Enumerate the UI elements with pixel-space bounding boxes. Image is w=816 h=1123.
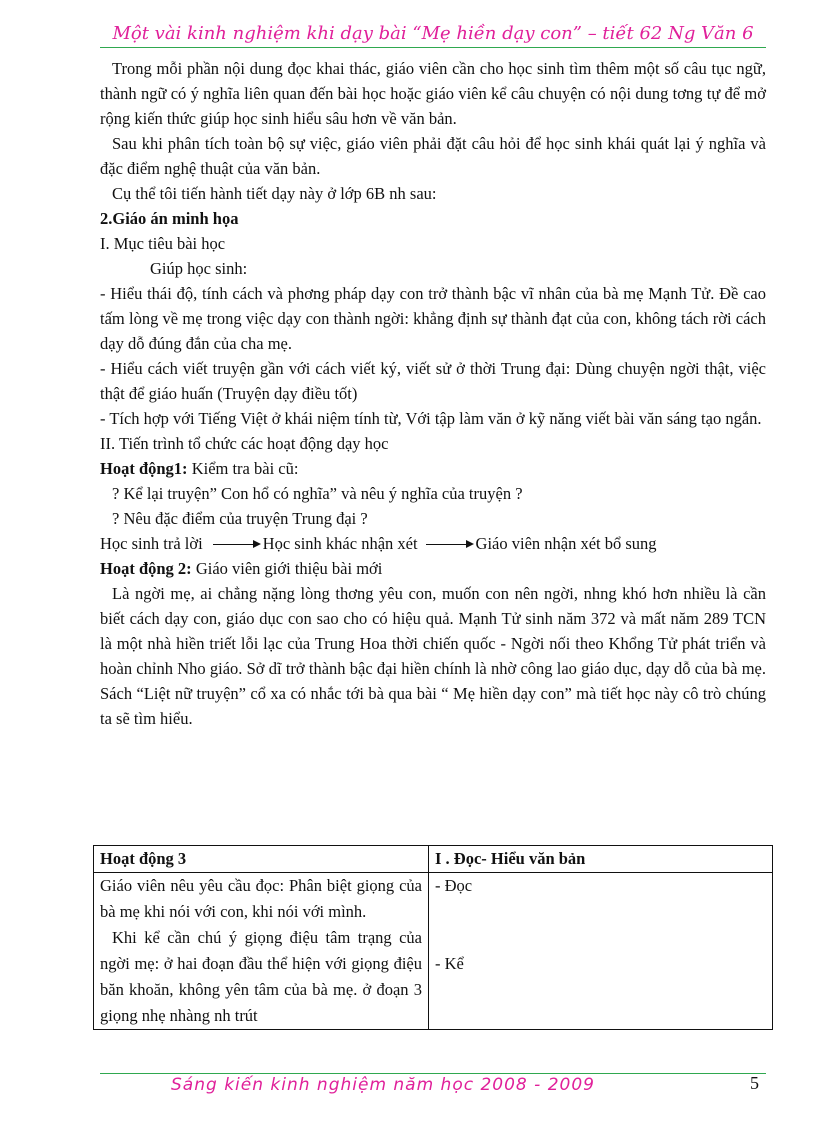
flow-step: Học sinh trả lời [100, 534, 203, 553]
cell-text: Khi kể cần chú ý giọng điệu tâm trạng của ngời mẹ: ở hai đoạn đầu thể hiện với giọng điệu băn khoăn, không yên tâm của bà mẹ. ở đoạn 3 giọng nhẹ nhàng nh trút [100, 928, 422, 1025]
activity-label: Hoạt động 2: [100, 559, 192, 578]
footer-rule [100, 1073, 766, 1074]
paragraph: Sau khi phân tích toàn bộ sự việc, giáo viên phải đặt câu hỏi để học sinh khái quát lại ý nghĩa và đặc điểm nghệ thuật của văn bản. [100, 134, 766, 178]
document-body [100, 56, 766, 731]
page-footer: Sáng kiến kinh nghiệm năm học 2008 - 2009 [171, 1075, 595, 1095]
activity-line [100, 456, 766, 481]
table-row [94, 873, 773, 1030]
arrow-right-icon [213, 539, 261, 549]
flow-step: Học sinh khác nhận xét [262, 534, 418, 553]
activity-label: Hoạt động1: [100, 459, 188, 478]
question: ? Kể lại truyện” Con hổ có nghĩa” và nêu ý nghĩa của truyện ? [112, 484, 523, 503]
bullet-item: - Tích hợp với Tiếng Việt ở khái niệm tính từ, Với tập làm văn ở kỹ năng viết bài văn sáng tạo ngắn. [100, 409, 762, 428]
cell-text: - Đọc [435, 876, 473, 895]
paragraph: Giúp học sinh: [150, 259, 248, 278]
arrow-right-icon [426, 539, 474, 549]
lesson-table [93, 845, 773, 1030]
page-header: Một vài kinh nghiệm khi dạy bài “Mẹ hiền dạy con” – tiết 62 Ng Văn 6 [112, 23, 754, 44]
cell-text: Giáo viên nêu yêu cầu đọc: Phân biệt giọng của bà mẹ khi nói với con, khi nói với mình. [100, 876, 422, 921]
table-header-cell: Hoạt động 3 [94, 846, 429, 873]
table-cell [429, 873, 773, 1030]
table-header-cell: I . Đọc- Hiểu văn bản [429, 846, 773, 873]
bullet-item: - Hiểu thái độ, tính cách và phơng pháp dạy con trở thành bậc vĩ nhân của bà mẹ Mạnh Tử. Đề cao tấm lòng về mẹ trong việc dạy con thành ngời: khẳng định sự thành đạt của con, không tách rời cách dạy dỗ đúng đắn của cha mẹ. [100, 284, 766, 353]
table-header-row [94, 846, 773, 873]
subsection-heading: II. Tiến trình tổ chức các hoạt động dạy học [100, 434, 389, 453]
activity-text: Giáo viên giới thiệu bài mới [191, 559, 383, 578]
subsection-heading: I. Mục tiêu bài học [100, 234, 226, 253]
page-number: 5 [750, 1073, 759, 1093]
flow-line [100, 531, 766, 556]
flow-step: Giáo viên nhận xét bổ sung [475, 534, 657, 553]
paragraph: Trong mỗi phần nội dung đọc khai thác, giáo viên cần cho học sinh tìm thêm một số câu tục ngữ, thành ngữ có ý nghĩa liên quan đến bài học hoặc giáo viên kể câu chuyện có nội dung tơng tự để mở rộng kiến thức giúp học sinh hiểu sâu hơn về văn bản. [100, 59, 766, 128]
activity-text: Kiểm tra bài cũ: [187, 459, 299, 478]
question: ? Nêu đặc điểm của truyện Trung đại ? [112, 509, 368, 528]
table-cell [94, 873, 429, 1030]
header-rule [100, 47, 766, 48]
activity-line [100, 556, 766, 581]
paragraph: Cụ thể tôi tiến hành tiết dạy này ở lớp 6B nh sau: [112, 184, 437, 203]
bullet-item: - Hiểu cách viết truyện gần với cách viết ký, viết sử ở thời Trung đại: Dùng chuyện ngời thật, việc thật để giáo huấn (Truyện dạy điều tốt) [100, 359, 766, 403]
cell-text: - Kể [435, 954, 464, 973]
paragraph: Là ngời mẹ, ai chẳng nặng lòng thơng yêu con, muốn con nên ngời, nhng khó hơn nhiều là cần biết cách dạy con, giáo dục con sao cho có hiệu quả. Mạnh Tử sinh năm 372 và mất năm 289 TCN là một nhà hiền triết lỗi lạc của Trung Hoa thời chiến quốc - Ngời nối theo Khổng Tử phát triển và hoàn chỉnh Nho giáo. Sở dĩ trở thành bậc đại hiền chính là nhờ công lao giáo dục, dạy dỗ của bà mẹ. Sách “Liệt nữ truyện” cổ xa có nhắc tới bà qua bài “ Mẹ hiền dạy con” mà tiết học này cô trò chúng ta sẽ tìm hiểu. [100, 584, 766, 728]
section-heading: 2.Giáo án minh họa [100, 209, 239, 228]
